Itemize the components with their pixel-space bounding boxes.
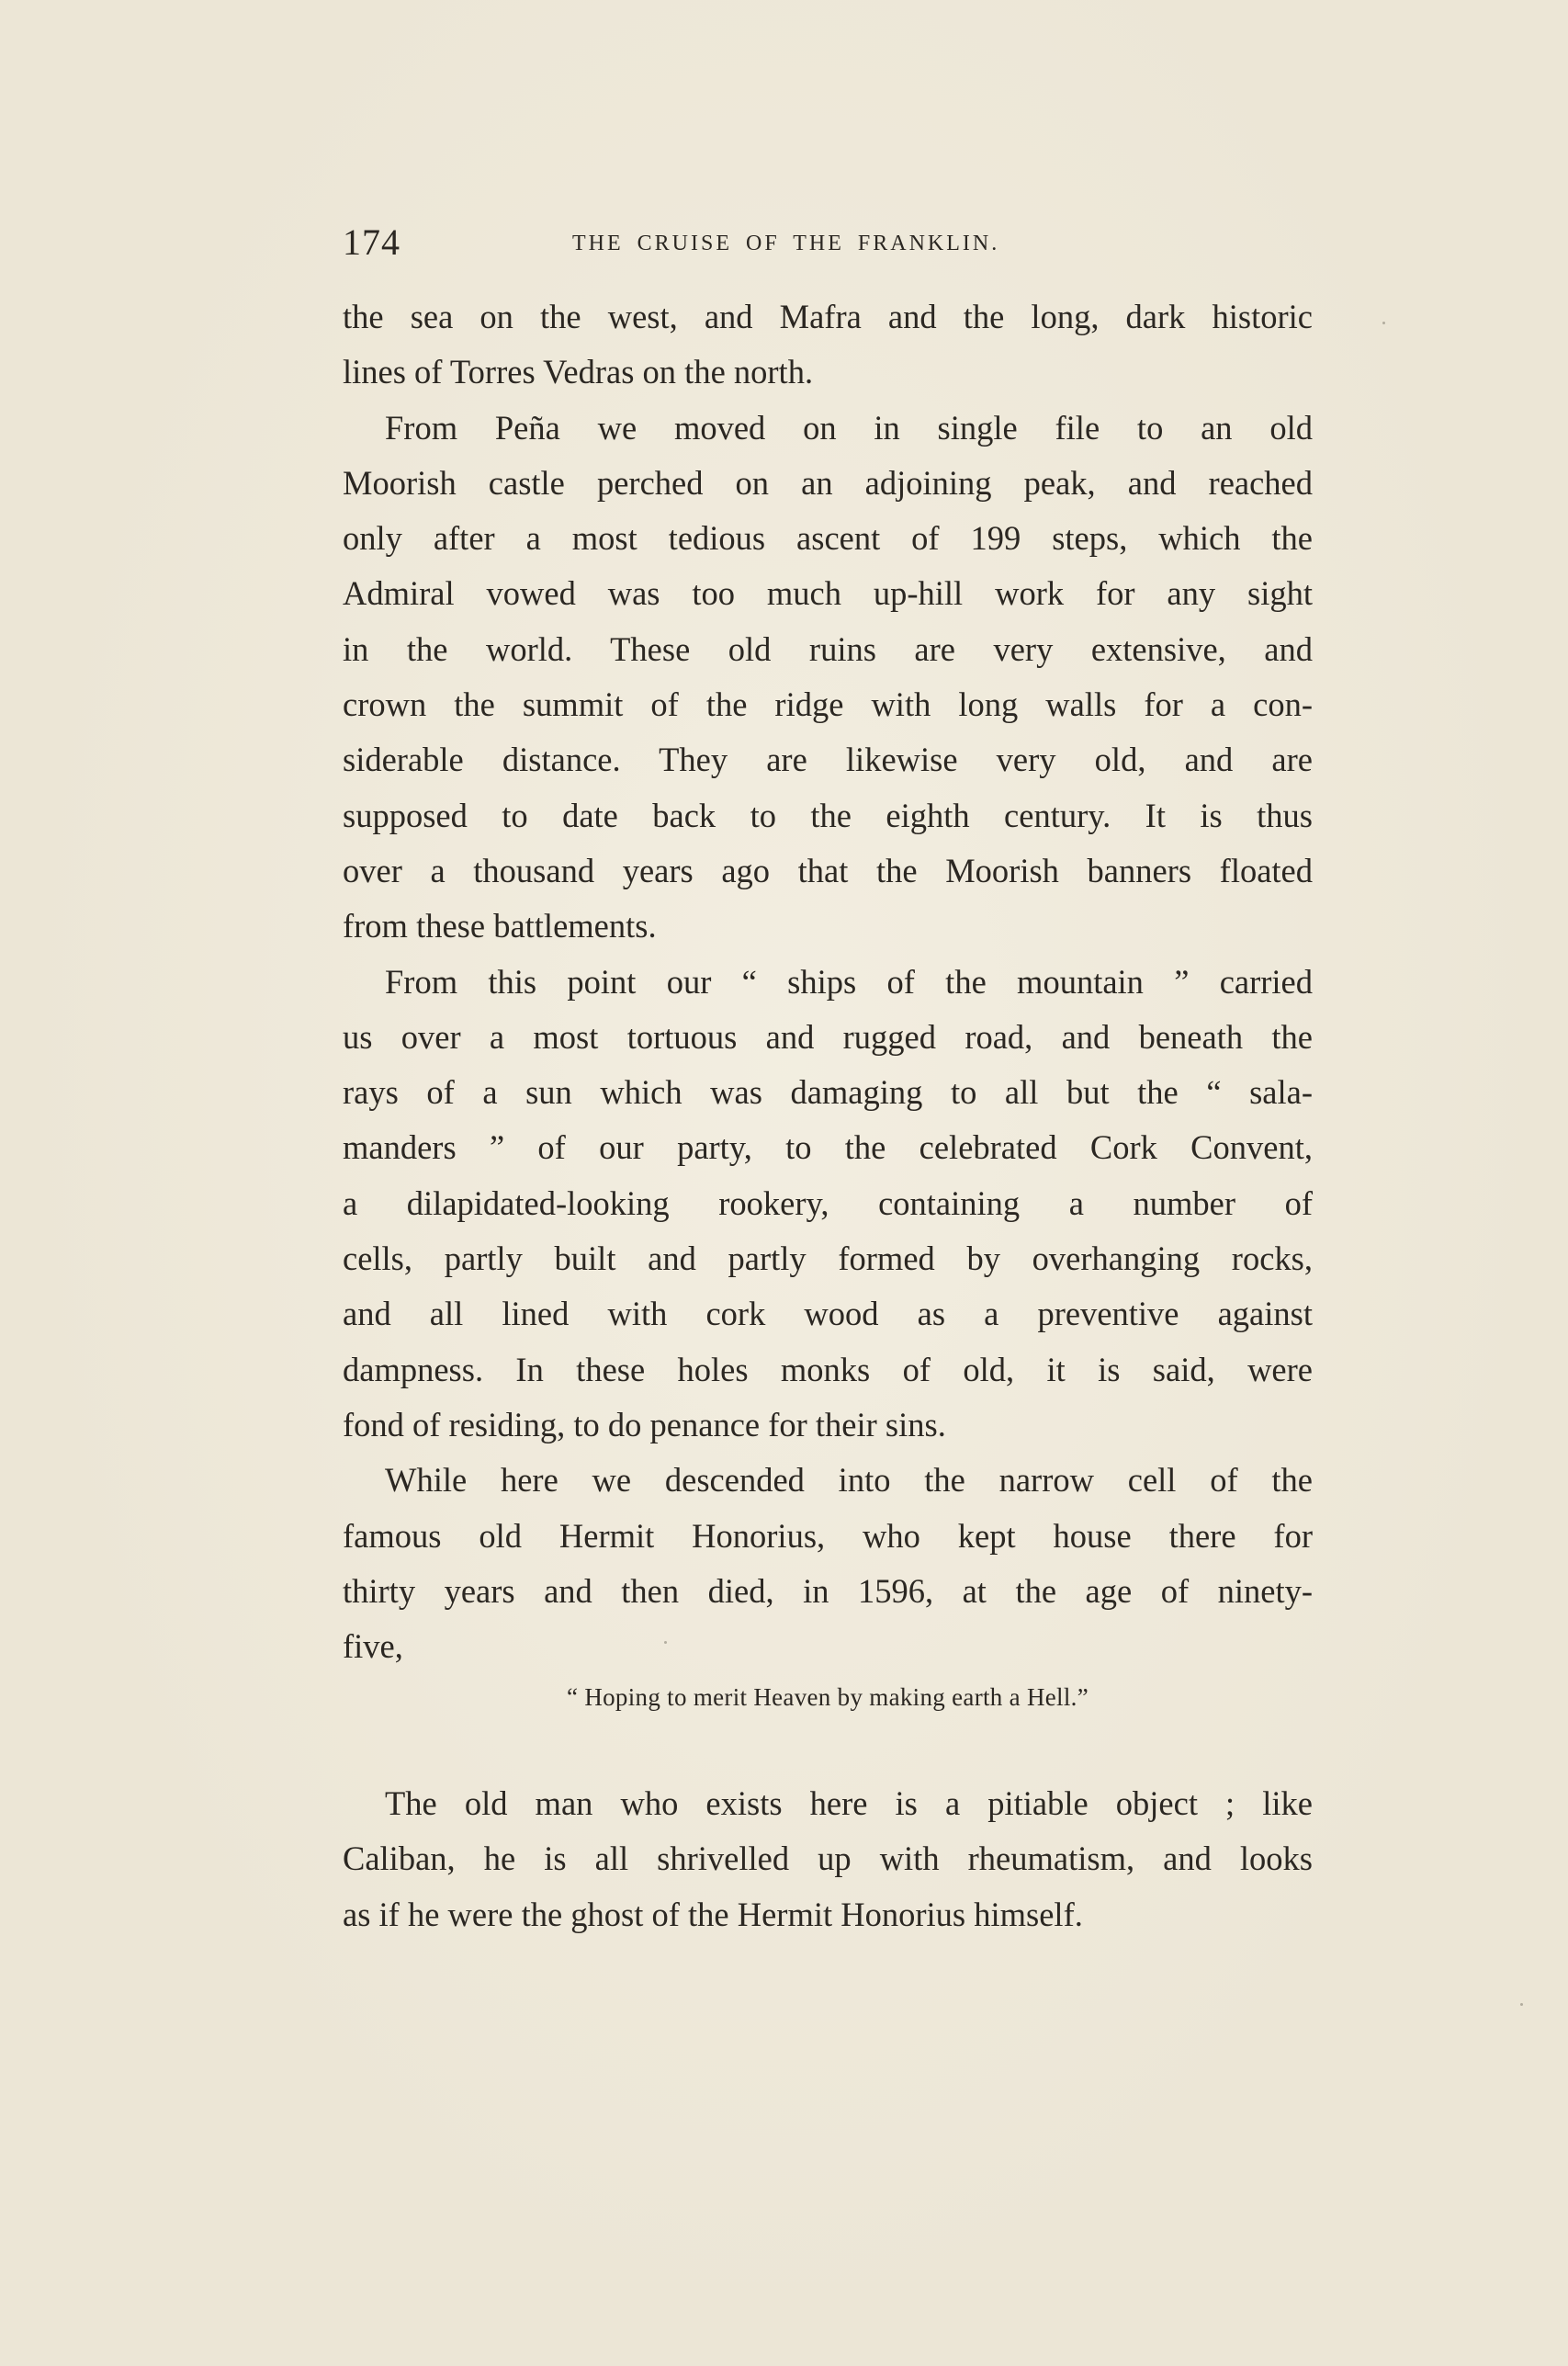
text-line: as if he were the ghost of the Hermit Honorius himself. (343, 1895, 1083, 1933)
text-line: supposed to date back to the eighth century. It is thus (343, 796, 1313, 834)
paper-speck (664, 1641, 667, 1644)
paper-speck (1520, 2003, 1523, 2006)
text-line: dampness. In these holes monks of old, it is said, were (343, 1350, 1313, 1388)
text-line: from these battlements. (343, 907, 657, 945)
text-line: From this point our “ ships of the mountain ” carried (385, 962, 1313, 1001)
paper-speck (1382, 322, 1385, 324)
page-header (343, 221, 1313, 266)
text-line: rays of a sun which was damaging to all but the “ sala- (343, 1073, 1313, 1112)
text-line: siderable distance. They are likewise very old, and are (343, 741, 1313, 779)
text-line: us over a most tortuous and rugged road, and beneath the (343, 1017, 1313, 1056)
running-head: THE CRUISE OF THE FRANKLIN. (572, 232, 1000, 255)
text-line: fond of residing, to do penance for their sins. (343, 1405, 946, 1443)
text-line: thirty years and then died, in 1596, at the age of ninety- (343, 1571, 1313, 1610)
text-line: manders ” of our party, to the celebrated Cork Convent, (343, 1128, 1313, 1167)
text-line: famous old Hermit Honorius, who kept house there for (343, 1516, 1313, 1555)
text-line: Admiral vowed was too much up-hill work for any sight (343, 574, 1313, 613)
text-line: cells, partly built and partly formed by overhanging rocks, (343, 1240, 1313, 1278)
text-line: crown the summit of the ridge with long walls for a con- (343, 685, 1313, 724)
text-line: Caliban, he is all shrivelled up with rheumatism, and looks (343, 1840, 1313, 1878)
epigraph-quote: “ Hoping to merit Heaven by making earth a Hell.” (566, 1683, 1089, 1711)
text-line: only after a most tedious ascent of 199 steps, which the (343, 519, 1313, 558)
text-line: lines of Torres Vedras on the north. (343, 353, 814, 391)
body-text (343, 289, 1313, 1674)
page-number: 174 (343, 221, 400, 263)
text-line: the sea on the west, and Mafra and the long, dark historic (343, 298, 1313, 335)
text-line: in the world. These old ruins are very extensive, and (343, 629, 1313, 668)
text-line: a dilapidated-looking rookery, containing a number of (343, 1183, 1313, 1222)
text-line: Moorish castle perched on an adjoining peak, and reached (343, 463, 1313, 502)
text-line: and all lined with cork wood as a preventive against (343, 1295, 1313, 1333)
text-line: The old man who exists here is a pitiable object ; like (385, 1784, 1313, 1822)
text-line: over a thousand years ago that the Moorish banners floated (343, 851, 1313, 889)
text-line: From Peña we moved on in single file to an old (385, 408, 1313, 447)
closing-paragraph (343, 1776, 1313, 1942)
text-line: While here we descended into the narrow cell of the (385, 1461, 1313, 1500)
text-line: five, (343, 1627, 403, 1666)
